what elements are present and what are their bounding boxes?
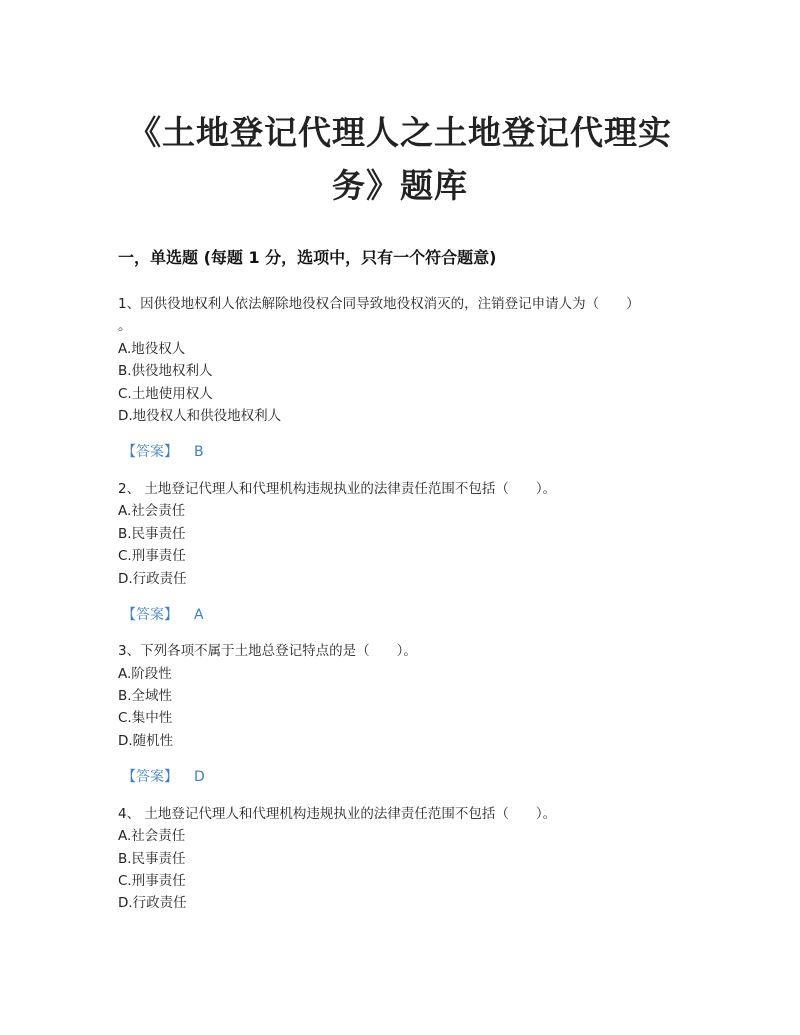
question-4-option-d: D.行政责任 [118, 895, 187, 911]
answer-label: 【答案】 [122, 607, 178, 623]
section-heading: 一，单选题 (每题 1 分，选项中，只有一个符合题意) [118, 248, 497, 267]
question-4-option-a: A.社会责任 [118, 828, 186, 844]
answer-value: B [194, 444, 204, 460]
question-1-answer [122, 441, 204, 463]
answer-value: D [194, 769, 205, 785]
question-1-option-b: B.供役地权利人 [118, 363, 213, 379]
question-4-option-c: C.刑事责任 [118, 873, 186, 889]
answer-value: A [194, 607, 204, 623]
question-1-option-a: A.地役权人 [118, 341, 186, 357]
question-3-option-a: A.阶段性 [118, 666, 172, 682]
question-3-option-d: D.随机性 [118, 733, 174, 749]
question-2-option-d: D.行政责任 [118, 571, 187, 587]
question-2-option-b: B.民事责任 [118, 526, 186, 542]
answer-label: 【答案】 [122, 444, 178, 460]
question-2-option-a: A.社会责任 [118, 503, 186, 519]
title-line-2: 务》题库 [332, 166, 468, 205]
question-3-answer [122, 766, 205, 788]
document-title [100, 106, 700, 212]
answer-label: 【答案】 [122, 769, 178, 785]
question-4-option-b: B.民事责任 [118, 851, 186, 867]
question-3-option-b: B.全域性 [118, 688, 173, 704]
question-3-text: 3、下列各项不属于土地总登记特点的是（ ）。 [118, 643, 417, 659]
question-1-option-d: D.地役权人和供役地权利人 [118, 408, 282, 424]
question-2-text: 2、 土地登记代理人和代理机构违规执业的法律责任范围不包括（ ）。 [118, 481, 557, 497]
question-3-option-c: C.集中性 [118, 710, 173, 726]
question-1-text: 1、因供役地权利人依法解除地役权合同导致地役权消灭的，注销登记申请人为（ ） [118, 296, 640, 312]
question-1-option-c: C.土地使用权人 [118, 386, 213, 402]
question-2-option-c: C.刑事责任 [118, 548, 186, 564]
question-1-text-continued: 。 [118, 318, 132, 334]
title-line-1: 《土地登记代理人之土地登记代理实 [128, 113, 672, 152]
question-4-text: 4、 土地登记代理人和代理机构违规执业的法律责任范围不包括（ ）。 [118, 806, 557, 822]
question-2-answer [122, 604, 204, 626]
